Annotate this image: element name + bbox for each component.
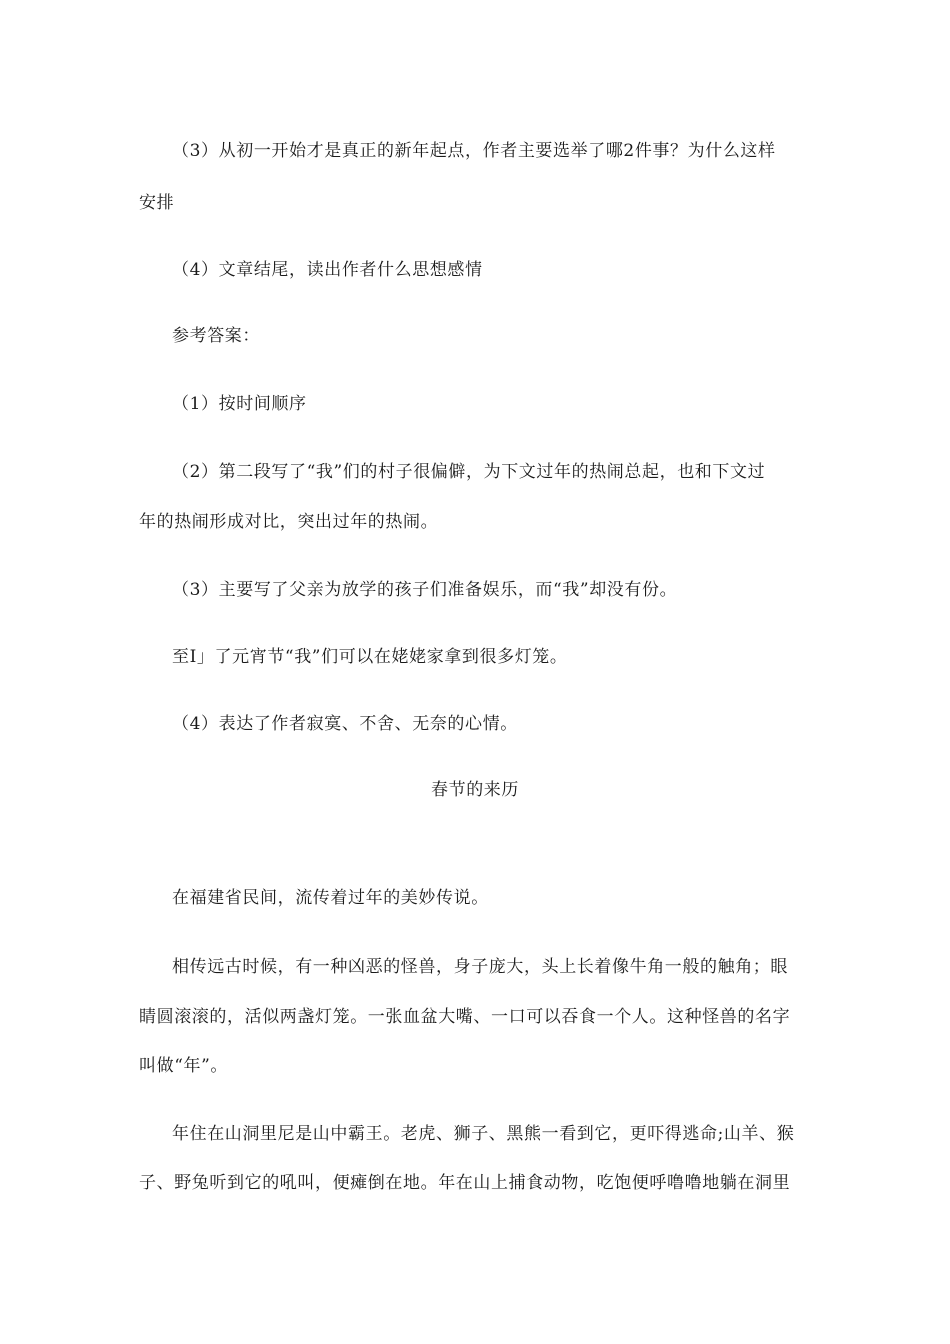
answer-2-line-1: （2）第二段写了“我”们的村子很偏僻，为下文过年的热闹总起，也和下文过 [172,462,766,482]
article-title: 春节的来历 [431,780,519,800]
answer-1: （1）按时间顺序 [172,394,307,414]
answer-4: （4）表达了作者寂寞、不舍、无奈的心情。 [172,714,518,734]
answer-heading: 参考答案： [172,326,260,346]
article-para-2-line-1: 相传远古时候，有一种凶恶的怪兽，身子庞大，头上长着像牛角一般的触角；眼 [172,957,788,977]
article-para-2-line-3: 叫做“年”。 [139,1056,228,1076]
answer-2-line-2: 年的热闹形成对比，突出过年的热闹。 [139,512,439,532]
answer-3-line-2: 至I」了元宵节“我”们可以在姥姥家拿到很多灯笼。 [172,647,568,667]
question-3-line-1: （3）从初一开始才是真正的新年起点，作者主要选举了哪2件事？为什么这样 [172,141,776,161]
question-4: （4）文章结尾，读出作者什么思想感情 [172,260,483,280]
article-para-3-line-1: 年住在山洞里尼是山中霸王。老虎、狮子、黑熊一看到它，更吓得逃命;山羊、猴 [172,1124,795,1144]
article-para-2-line-2: 睛圆滚滚的，活似两盏灯笼。一张血盆大嘴、一口可以吞食一个人。这种怪兽的名字 [139,1007,791,1027]
answer-3-line-1: （3）主要写了父亲为放学的孩子们准备娱乐，而“我”却没有份。 [172,580,678,600]
article-para-1: 在福建省民间，流传着过年的美妙传说。 [172,888,489,908]
question-3-line-2: 安排 [139,193,175,213]
article-para-3-line-2: 子、野兔听到它的吼叫，便瘫倒在地。年在山上捕食动物，吃饱便呼噜噜地躺在洞里 [139,1173,791,1193]
